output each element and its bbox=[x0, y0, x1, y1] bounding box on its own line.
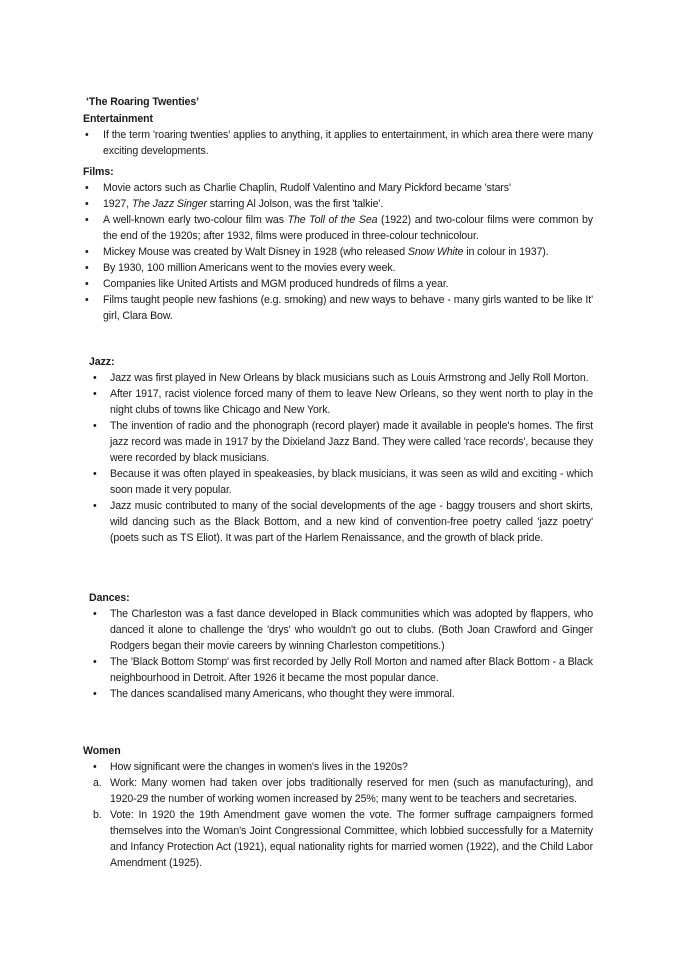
bullet-marker: • bbox=[85, 198, 89, 210]
bullet-list bbox=[83, 127, 593, 159]
item-text: The dances scandalised many Americans, who thought they were immoral. bbox=[110, 688, 455, 700]
list-item bbox=[83, 370, 593, 386]
section-heading: Entertainment bbox=[83, 113, 153, 125]
section-heading: Jazz: bbox=[89, 356, 115, 368]
item-text: 1927, bbox=[103, 198, 132, 210]
list-item bbox=[83, 498, 593, 546]
bullet-marker: • bbox=[93, 688, 97, 700]
item-text: The 'Black Bottom Stomp' was first recorded by Jelly Roll Morton and named after Black Bottom - a Black neighbourhood in Detroit. After 1926 it became the most popular dance. bbox=[110, 656, 593, 684]
list-item bbox=[83, 654, 593, 686]
list-item bbox=[83, 127, 593, 159]
item-text: Movie actors such as Charlie Chaplin, Rudolf Valentino and Mary Pickford became 'stars' bbox=[103, 182, 511, 194]
document-title: ‘The Roaring Twenties’ bbox=[86, 96, 199, 108]
list-item bbox=[83, 686, 593, 702]
bullet-marker: • bbox=[93, 388, 97, 400]
item-text: in colour in 1937). bbox=[463, 246, 549, 258]
list-item bbox=[83, 180, 593, 196]
list-item bbox=[83, 386, 593, 418]
item-text: The Charleston was a fast dance developed in Black communities which was adopted by flappers, who danced it alone to challenge the 'drys' who wouldn't go out to clubs. (Both Joan Crawford and Ginger Rodgers began their movie careers by winning Charleston competitions.) bbox=[110, 608, 593, 652]
bullet-marker: • bbox=[85, 129, 89, 141]
bullet-marker: b. bbox=[93, 809, 102, 821]
item-text: Films taught people new fashions (e.g. smoking) and new ways to behave - many girls wanted to be like It' girl, Clara Bow. bbox=[103, 294, 593, 322]
item-text: Jazz music contributed to many of the social developments of the age - baggy trousers and short skirts, wild dancing such as the Black Bottom, and a new kind of convention-free poetry called 'jazz poetry' (poets such as TS Eliot). It was part of the Harlem Renaissance, and the growth of black pride. bbox=[110, 500, 593, 544]
section-dances bbox=[83, 590, 593, 702]
list-item bbox=[83, 260, 593, 276]
bullet-list bbox=[83, 180, 593, 324]
list-item bbox=[83, 418, 593, 466]
italic-title: The Jazz Singer bbox=[131, 198, 207, 210]
item-text: If the term 'roaring twenties' applies to anything, it applies to entertainment, in which area there were many exciting developments. bbox=[103, 129, 593, 157]
section-entertainment bbox=[83, 111, 593, 159]
bullet-marker: • bbox=[85, 278, 89, 290]
section-heading: Dances: bbox=[89, 592, 130, 604]
list-item bbox=[83, 212, 593, 244]
bullet-list bbox=[83, 759, 593, 871]
list-item bbox=[83, 292, 593, 324]
item-text: Jazz was first played in New Orleans by black musicians such as Louis Armstrong and Jelly Roll Morton. bbox=[110, 372, 589, 384]
item-text: starring Al Jolson, was the first 'talkie'. bbox=[206, 198, 384, 210]
bullet-marker: • bbox=[85, 246, 89, 258]
item-text: A well-known early two-colour film was bbox=[103, 214, 288, 226]
list-item bbox=[83, 276, 593, 292]
list-item bbox=[83, 759, 593, 775]
bullet-marker: a. bbox=[93, 777, 102, 789]
italic-title: Snow White bbox=[407, 246, 464, 258]
bullet-marker: • bbox=[93, 468, 97, 480]
list-item bbox=[83, 807, 593, 871]
section-heading: Women bbox=[83, 745, 121, 757]
list-item bbox=[83, 196, 593, 212]
bullet-list bbox=[83, 370, 593, 546]
list-item bbox=[83, 606, 593, 654]
item-text: By 1930, 100 million Americans went to the movies every week. bbox=[103, 262, 396, 274]
list-item bbox=[83, 775, 593, 807]
bullet-marker: • bbox=[93, 500, 97, 512]
bullet-marker: • bbox=[93, 420, 97, 432]
bullet-marker: • bbox=[93, 372, 97, 384]
item-text: Work: Many women had taken over jobs traditionally reserved for men (such as manufacturing), and 1920-29 the number of working women increased by 25%; many went to be teachers and secretaries. bbox=[110, 777, 593, 805]
bullet-marker: • bbox=[85, 262, 89, 274]
list-item bbox=[83, 244, 593, 260]
section-heading: Films: bbox=[83, 166, 114, 178]
section-women bbox=[83, 743, 593, 871]
item-text: Mickey Mouse was created by Walt Disney in 1928 (who released bbox=[103, 246, 408, 258]
item-text: Companies like United Artists and MGM produced hundreds of films a year. bbox=[103, 278, 449, 290]
section-jazz bbox=[83, 354, 593, 546]
bullet-marker: • bbox=[93, 761, 97, 773]
item-text: Because it was often played in speakeasies, by black musicians, it was seen as wild and exciting - which soon made it very popular. bbox=[110, 468, 593, 496]
italic-title: The Toll of the Sea bbox=[287, 214, 378, 226]
item-text: The invention of radio and the phonograph (record player) made it available in people's homes. The first jazz record was made in 1917 by the Dixieland Jazz Band. They were called 'race records', because they were recorded by black musicians. bbox=[110, 420, 593, 464]
item-text: Vote: In 1920 the 19th Amendment gave women the vote. The former suffrage campaigners formed themselves into the Woman's Joint Congressional Committee, which lobbied successfully for a Maternity and Infancy Protection Act (1921), equal nationality rights for married women (1922), and the Child Labor Amendment (1925). bbox=[110, 809, 593, 869]
list-item bbox=[83, 466, 593, 498]
item-text: After 1917, racist violence forced many of them to leave New Orleans, so they went north to play in the night clubs of towns like Chicago and New York. bbox=[110, 388, 593, 416]
item-text: How significant were the changes in women's lives in the 1920s? bbox=[110, 761, 408, 773]
bullet-marker: • bbox=[93, 608, 97, 620]
bullet-list bbox=[83, 606, 593, 702]
item-text: (1922) and two-colour films were common by the end of the 1920s; after 1932, films were produced in three-colour technicolour. bbox=[103, 214, 593, 242]
bullet-marker: • bbox=[85, 182, 89, 194]
section-films bbox=[83, 164, 593, 324]
bullet-marker: • bbox=[85, 214, 89, 226]
bullet-marker: • bbox=[85, 294, 89, 306]
bullet-marker: • bbox=[93, 656, 97, 668]
